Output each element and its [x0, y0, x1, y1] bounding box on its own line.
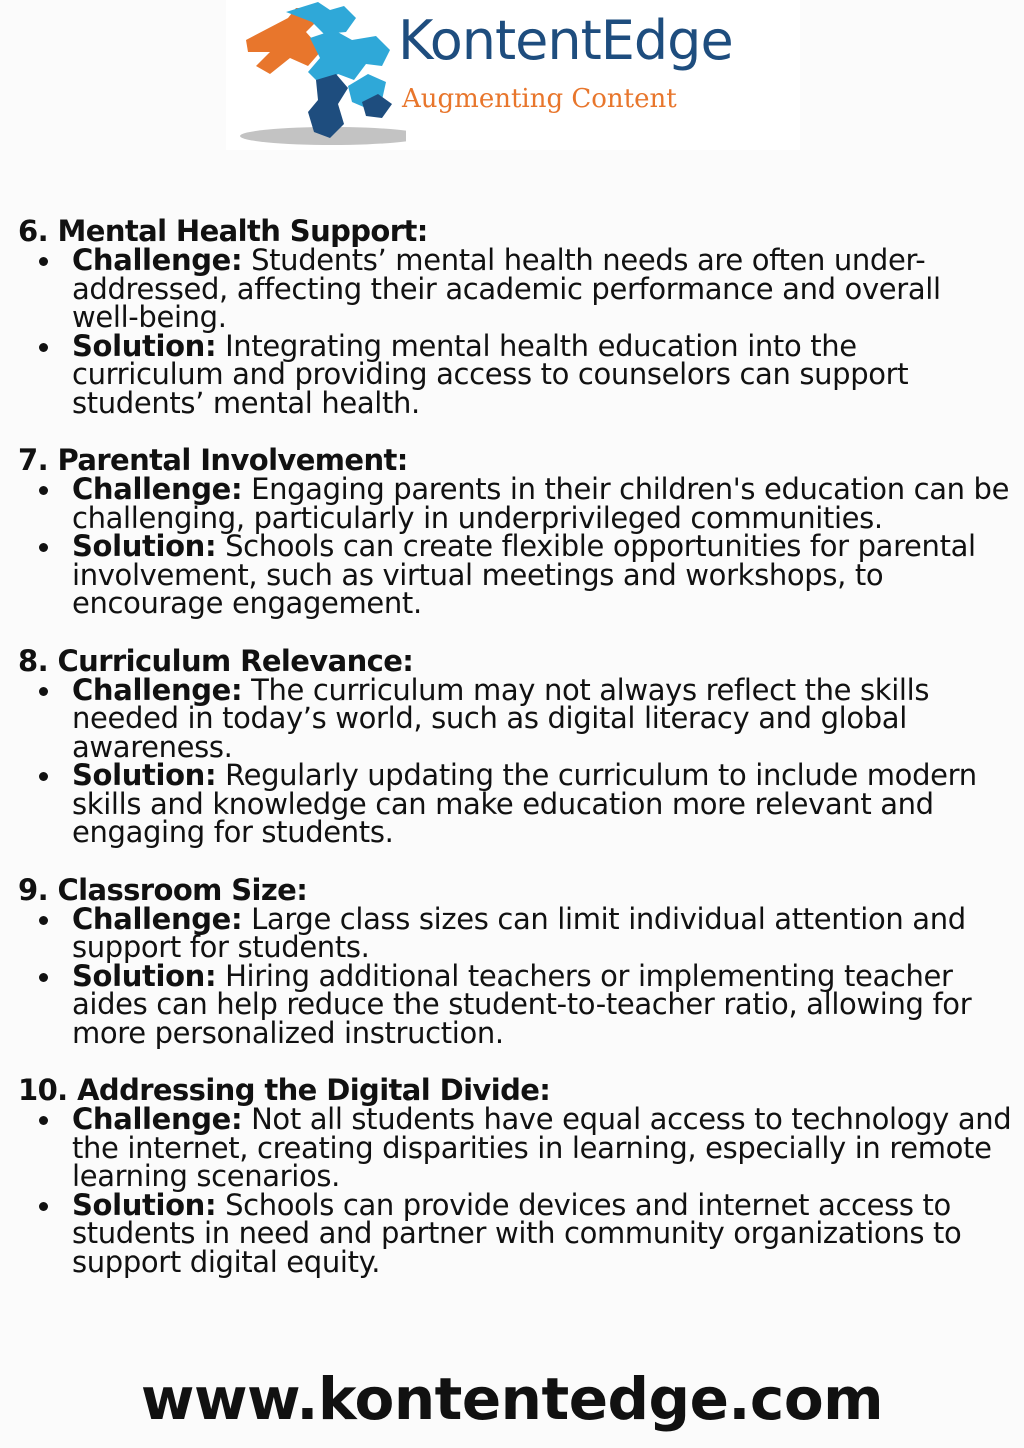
bullet-list [18, 243, 1013, 420]
section-classroom-size [18, 872, 1013, 1050]
solution-item [72, 958, 1013, 1050]
solution-label: Solution: [72, 1187, 217, 1222]
section-curriculum-relevance [18, 643, 1013, 849]
bullet-list [18, 472, 1013, 620]
bullet-list [18, 672, 1013, 849]
website-url: www.kontentedge.com [140, 1365, 884, 1433]
challenge-item [72, 1102, 1013, 1193]
section-title: 10. Addressing the Digital Divide: [18, 1073, 551, 1107]
brand-name: KontentEdge [398, 9, 733, 72]
challenge-label: Challenge: [72, 901, 243, 936]
challenge-label: Challenge: [72, 472, 243, 506]
challenge-label: Challenge: [72, 1102, 243, 1136]
solution-text: Schools can create flexible opportunities for parental involvement, such as virtual meetings and workshops, to encourage engagement. [72, 529, 976, 620]
challenge-text: Engaging parents in their children's education can be challenging, particularly in underprivileged communities. [72, 472, 1010, 535]
challenge-text: Not all students have equal access to technology and the internet, creating disparities in learning, especially in remote learning scenarios. [72, 1102, 1012, 1193]
section-title: 6. Mental Health Support: [18, 214, 428, 248]
section-parental-involvement [18, 445, 1013, 618]
solution-label: Solution: [72, 529, 217, 563]
solution-text: Schools can provide devices and internet access to students in need and partner with community organizations to support digital equity. [72, 1187, 962, 1279]
section-title: 7. Parental Involvement: [18, 443, 408, 477]
challenge-item [72, 472, 1013, 535]
solution-item [72, 1187, 1013, 1279]
solution-text: Regularly updating the curriculum to include modern skills and knowledge can make education more relevant and engaging for students. [72, 758, 977, 849]
solution-item [72, 758, 1013, 849]
solution-text: Hiring additional teachers or implementing teacher aides can help reduce the student-to-teacher ratio, allowing for more personalized instruction. [72, 958, 972, 1050]
brand-tagline: Augmenting Content [402, 84, 677, 114]
challenge-label: Challenge: [72, 672, 243, 707]
challenge-text: The curriculum may not always reflect the skills needed in today’s world, such as digital literacy and global awareness. [72, 672, 930, 764]
section-mental-health [18, 214, 1013, 420]
kontentedge-logo [226, 0, 800, 150]
section-title: 9. Classroom Size: [18, 872, 308, 907]
solution-label: Solution: [72, 958, 217, 993]
challenge-text: Large class sizes can limit individual attention and support for students. [72, 901, 966, 964]
solution-item [72, 529, 1013, 620]
challenges-list [18, 216, 1013, 1304]
challenge-item [72, 243, 1013, 334]
challenge-item [72, 672, 1013, 764]
challenge-item [72, 901, 1013, 964]
bullet-list [18, 901, 1013, 1050]
solution-label: Solution: [72, 758, 217, 792]
solution-item [72, 328, 1013, 420]
solution-label: Solution: [72, 328, 217, 363]
solution-text: Integrating mental health education into the curriculum and providing access to counselors can support students’ mental health. [72, 328, 909, 420]
section-digital-divide [18, 1073, 1013, 1279]
bullet-list [18, 1102, 1013, 1279]
challenge-label: Challenge: [72, 243, 243, 277]
challenge-text: Students’ mental health needs are often under-addressed, affecting their academic performance and overall well-being. [72, 243, 941, 334]
section-title: 8. Curriculum Relevance: [18, 643, 414, 678]
puzzle-logo-icon [226, 0, 406, 150]
